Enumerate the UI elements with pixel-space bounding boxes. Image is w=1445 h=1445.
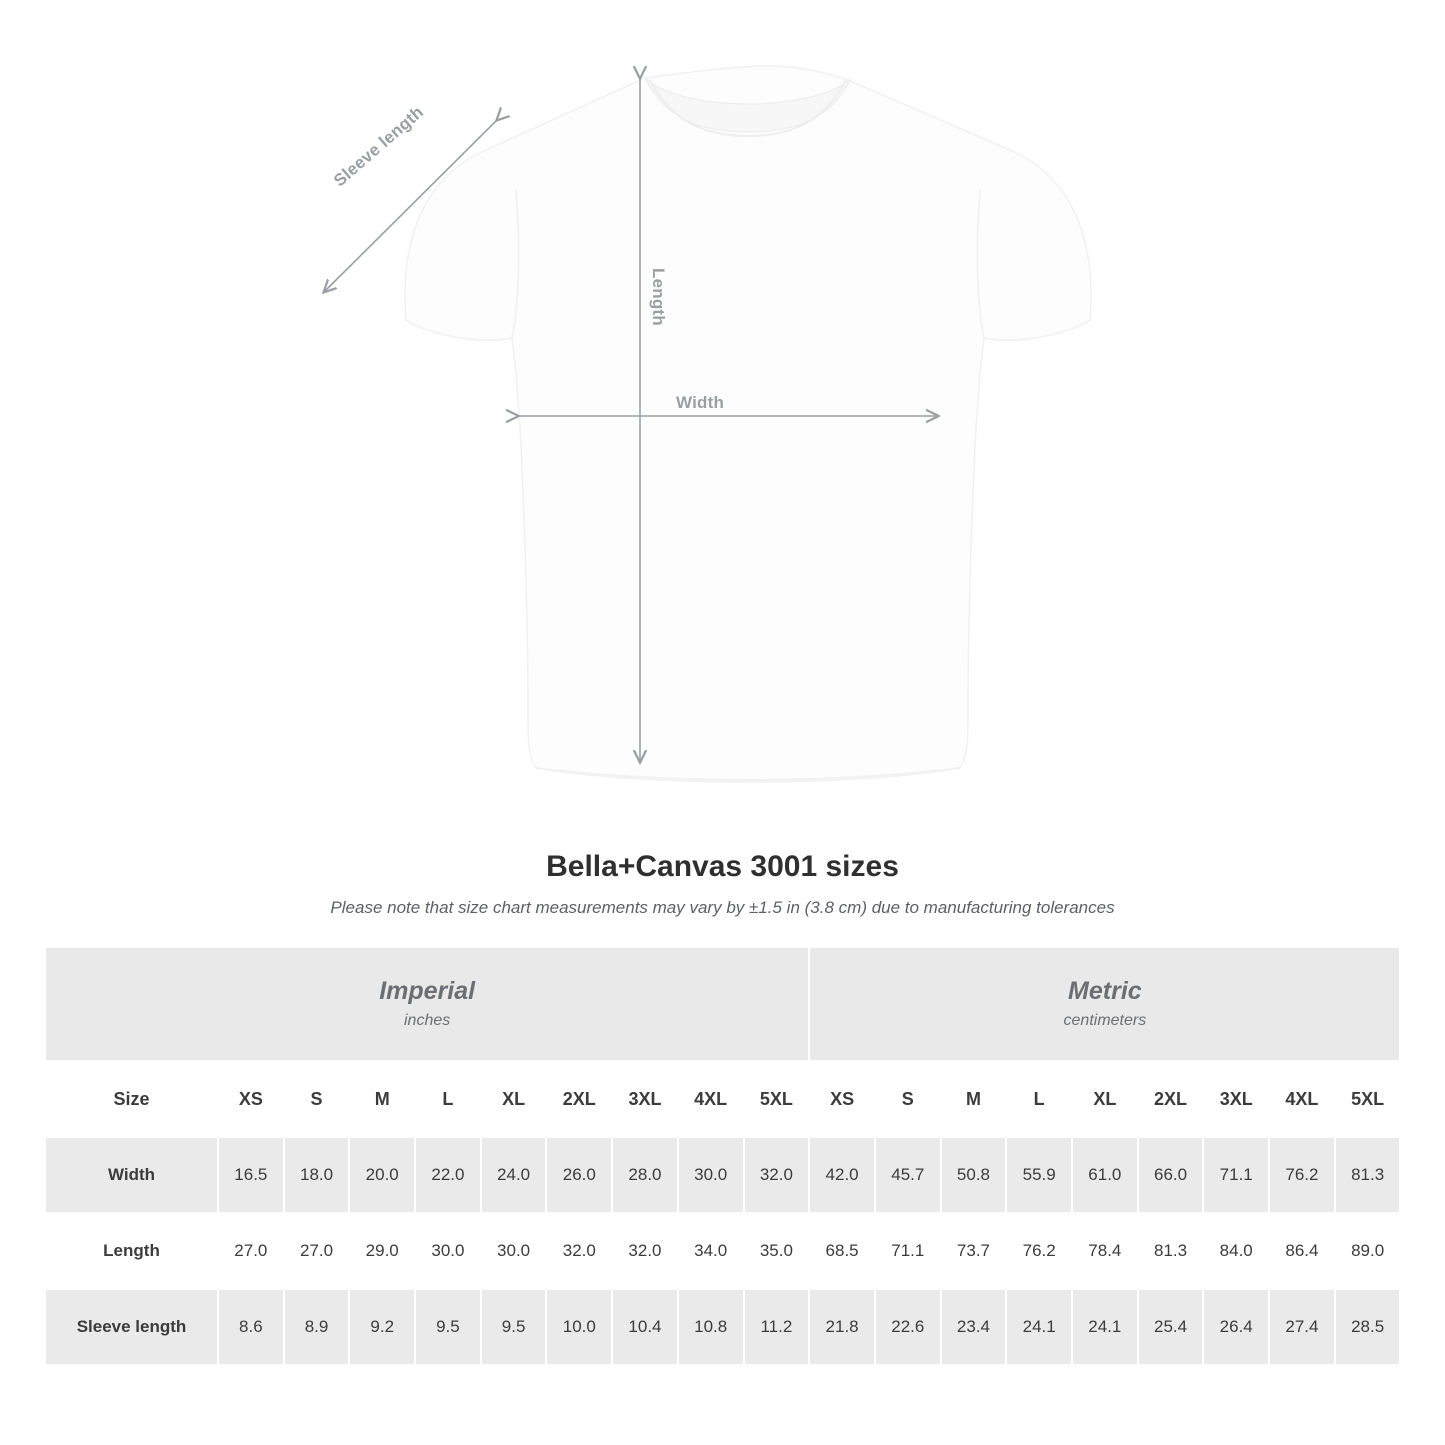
- table-cell: 30.0: [415, 1213, 481, 1289]
- size-header-cell: L: [415, 1061, 481, 1137]
- size-header-cell: 2XL: [1138, 1061, 1204, 1137]
- unit-imperial-cell: [45, 947, 809, 1061]
- row-label: Width: [45, 1137, 218, 1213]
- size-header-cell: XL: [1072, 1061, 1138, 1137]
- table-cell: 30.0: [481, 1213, 547, 1289]
- size-header-cell: M: [349, 1061, 415, 1137]
- size-header-cell: L: [1006, 1061, 1072, 1137]
- width-label: Width: [676, 393, 725, 412]
- table-cell: 34.0: [678, 1213, 744, 1289]
- table-cell: 22.6: [875, 1289, 941, 1365]
- table-cell: 23.4: [941, 1289, 1007, 1365]
- table-cell: 10.0: [546, 1289, 612, 1365]
- unit-metric-sub: centimeters: [1063, 1011, 1147, 1029]
- table-cell: 76.2: [1269, 1137, 1335, 1213]
- table-cell: 84.0: [1203, 1213, 1269, 1289]
- table-cell: 22.0: [415, 1137, 481, 1213]
- page-title: Bella+Canvas 3001 sizes: [546, 850, 899, 883]
- unit-header-row: [45, 947, 1400, 1061]
- table-cell: 81.3: [1138, 1213, 1204, 1289]
- table-cell: 25.4: [1138, 1289, 1204, 1365]
- unit-imperial-sub: inches: [404, 1011, 451, 1029]
- table-cell: 26.4: [1203, 1289, 1269, 1365]
- tolerance-note: Please note that size chart measurements may vary by ±1.5 in (3.8 cm) due to manufacturing tolerances: [330, 898, 1115, 917]
- unit-imperial-name: Imperial: [379, 977, 476, 1006]
- table-cell: 71.1: [875, 1213, 941, 1289]
- corner-label: Size: [45, 1061, 218, 1137]
- table-cell: 66.0: [1138, 1137, 1204, 1213]
- table-cell: 73.7: [941, 1213, 1007, 1289]
- table-cell: 9.2: [349, 1289, 415, 1365]
- table-cell: 68.5: [809, 1213, 875, 1289]
- tshirt-shape: [405, 66, 1091, 782]
- size-table: [44, 946, 1401, 1366]
- table-cell: 50.8: [941, 1137, 1007, 1213]
- table-cell: 45.7: [875, 1137, 941, 1213]
- table-cell: 28.0: [612, 1137, 678, 1213]
- table-cell: 30.0: [678, 1137, 744, 1213]
- table-cell: 28.5: [1335, 1289, 1401, 1365]
- table-cell: 24.1: [1006, 1289, 1072, 1365]
- row-label: Sleeve length: [45, 1289, 218, 1365]
- size-header-cell: S: [284, 1061, 350, 1137]
- table-cell: 8.6: [218, 1289, 284, 1365]
- size-header-cell: XS: [809, 1061, 875, 1137]
- row-label: Length: [45, 1213, 218, 1289]
- table-cell: 27.0: [284, 1213, 350, 1289]
- size-header-row: [45, 1061, 1400, 1137]
- size-header-cell: 4XL: [678, 1061, 744, 1137]
- table-cell: 16.5: [218, 1137, 284, 1213]
- size-header-cell: 3XL: [1203, 1061, 1269, 1137]
- table-row: [45, 1289, 1400, 1365]
- table-row: [45, 1137, 1400, 1213]
- table-cell: 10.4: [612, 1289, 678, 1365]
- table-cell: 8.9: [284, 1289, 350, 1365]
- size-header-cell: XS: [218, 1061, 284, 1137]
- table-cell: 24.1: [1072, 1289, 1138, 1365]
- table-cell: 27.0: [218, 1213, 284, 1289]
- table-cell: 9.5: [481, 1289, 547, 1365]
- table-cell: 86.4: [1269, 1213, 1335, 1289]
- table-cell: 27.4: [1269, 1289, 1335, 1365]
- table-cell: 29.0: [349, 1213, 415, 1289]
- table-cell: 42.0: [809, 1137, 875, 1213]
- table-cell: 32.0: [546, 1213, 612, 1289]
- table-cell: 78.4: [1072, 1213, 1138, 1289]
- size-header-cell: 5XL: [1335, 1061, 1401, 1137]
- unit-metric-name: Metric: [1068, 977, 1142, 1006]
- size-header-cell: 2XL: [546, 1061, 612, 1137]
- table-cell: 55.9: [1006, 1137, 1072, 1213]
- table-cell: 18.0: [284, 1137, 350, 1213]
- size-header-cell: XL: [481, 1061, 547, 1137]
- size-header-cell: S: [875, 1061, 941, 1137]
- table-cell: 76.2: [1006, 1213, 1072, 1289]
- title-block: [0, 850, 1445, 918]
- table-row: [45, 1213, 1400, 1289]
- length-label: Length: [649, 268, 668, 326]
- table-cell: 71.1: [1203, 1137, 1269, 1213]
- table-cell: 21.8: [809, 1289, 875, 1365]
- size-header-cell: 3XL: [612, 1061, 678, 1137]
- table-cell: 9.5: [415, 1289, 481, 1365]
- table-cell: 26.0: [546, 1137, 612, 1213]
- size-table-wrapper: [44, 946, 1401, 1366]
- sleeve-length-label: Sleeve length: [330, 102, 428, 191]
- table-cell: 24.0: [481, 1137, 547, 1213]
- table-cell: 61.0: [1072, 1137, 1138, 1213]
- table-cell: 32.0: [744, 1137, 810, 1213]
- unit-metric-cell: [809, 947, 1400, 1061]
- table-cell: 11.2: [744, 1289, 810, 1365]
- table-cell: 32.0: [612, 1213, 678, 1289]
- size-header-cell: 4XL: [1269, 1061, 1335, 1137]
- table-cell: 81.3: [1335, 1137, 1401, 1213]
- size-header-cell: 5XL: [744, 1061, 810, 1137]
- size-header-cell: M: [941, 1061, 1007, 1137]
- table-cell: 35.0: [744, 1213, 810, 1289]
- table-cell: 89.0: [1335, 1213, 1401, 1289]
- table-cell: 20.0: [349, 1137, 415, 1213]
- table-cell: 10.8: [678, 1289, 744, 1365]
